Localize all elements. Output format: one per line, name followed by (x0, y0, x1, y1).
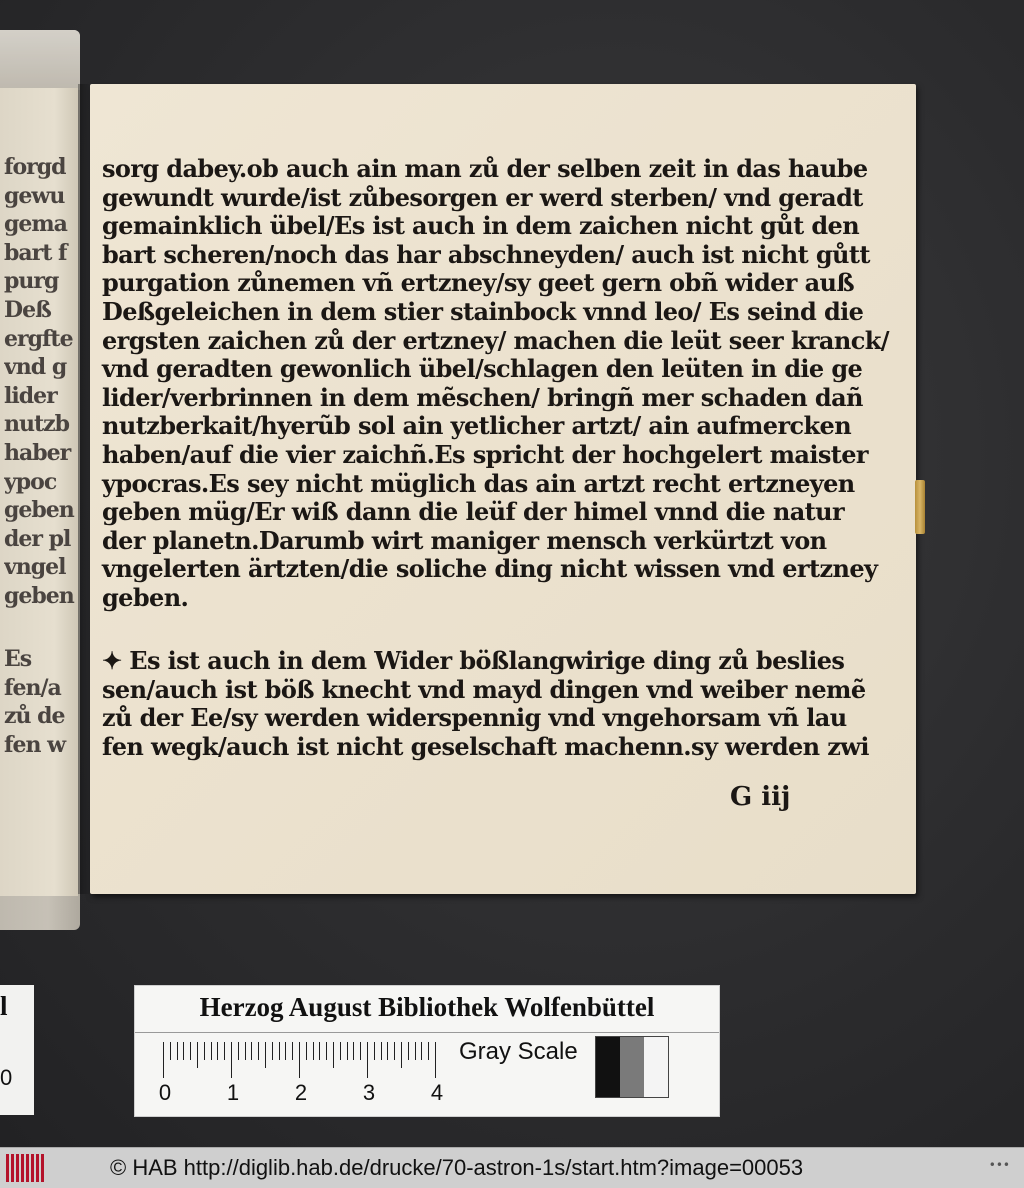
card-title: Herzog August Bibliothek Wolfenbüttel (199, 992, 655, 1022)
ruler-tick (374, 1042, 375, 1060)
ruler-tick (285, 1042, 286, 1060)
menu-dots-icon[interactable]: ••• (988, 1158, 1010, 1172)
gray-scale-label: Gray Scale (459, 1038, 578, 1065)
ruler-tick (381, 1042, 382, 1060)
ruler-tick (415, 1042, 416, 1060)
ruler-label: 2 (294, 1080, 308, 1105)
text-line: ypocras.Es sey nicht müglich das ain artzt recht ertzneyen (102, 468, 855, 498)
ruler-tick (353, 1042, 354, 1060)
right-page (90, 84, 916, 894)
ruler-tick (313, 1042, 314, 1060)
left-card-number-fragment: 0 (0, 1065, 13, 1090)
text-line: ergsten zaichen zů der ertzney/ machen die leüt seer kranck/ (102, 325, 889, 355)
ruler-tick (177, 1042, 178, 1060)
gray-swatch (644, 1037, 668, 1097)
ruler-tick (347, 1042, 348, 1060)
text-line: sorg dabey.ob auch ain man zů der selben zeit in das haube (102, 154, 868, 183)
left-card-title-fragment: l (0, 991, 8, 1021)
left-calibration-card-fragment (0, 985, 34, 1115)
left-facing-page (0, 88, 78, 896)
ruler-tick (367, 1042, 368, 1078)
left-text-fragment: fen w (4, 732, 66, 758)
ruler (163, 1042, 445, 1082)
ruler-tick (333, 1042, 334, 1068)
text-line: purgation zůnemen vñ ertzney/sy geet gern obñ wider auß (102, 268, 855, 298)
text-line: sen/auch ist böß knecht vnd mayd dingen vnd weiber nemẽ (102, 674, 866, 704)
left-sheet-fold (0, 30, 80, 90)
text-line: gewundt wurde/ist zůbesorgen er werd sterben/ vnd geradt (102, 182, 863, 212)
hab-logo-icon (6, 1154, 46, 1182)
ruler-tick (340, 1042, 341, 1060)
page-clip (915, 480, 925, 534)
left-text-fragment: gema (4, 211, 67, 238)
ruler-label: 4 (430, 1080, 444, 1105)
ruler-label: 1 (226, 1080, 240, 1105)
left-text-fragment: der pl (4, 525, 71, 552)
ruler-tick (211, 1042, 212, 1060)
text-line: vnd geradten gewonlich übel/schlagen den leüten in die ge (102, 354, 863, 384)
ruler-tick (170, 1042, 171, 1060)
text-line: nutzberkait/hyerũb sol ain yetlicher artzt/ ain aufmercken (102, 411, 852, 441)
ruler-tick (401, 1042, 402, 1068)
ruler-tick (265, 1042, 266, 1068)
ruler-tick (292, 1042, 293, 1060)
footer-bar (0, 1147, 1024, 1188)
left-text-fragment: vngel (4, 554, 66, 581)
text-line: geben müg/Er wiß dann die leüf der himel vnnd die natur (102, 497, 845, 527)
ruler-tick (428, 1042, 429, 1060)
left-text-fragment: ypoc (4, 468, 57, 495)
ruler-tick (272, 1042, 273, 1060)
left-text-fragment: purg (4, 268, 59, 295)
ruler-tick (387, 1042, 388, 1060)
left-text-fragment: haber (4, 440, 71, 466)
footer-copyright-link[interactable]: © HAB http://diglib.hab.de/drucke/70-astron-1s/start.htm?image=00053 (110, 1155, 804, 1180)
ruler-tick (231, 1042, 232, 1078)
left-text-fragment: vnd g (4, 354, 67, 381)
ruler-tick (326, 1042, 327, 1060)
ruler-tick (319, 1042, 320, 1060)
ruler-tick (163, 1042, 164, 1078)
ruler-tick (360, 1042, 361, 1060)
text-line: haben/auf die vier zaichñ.Es spricht der hochgelert maister (102, 440, 868, 469)
left-text-fragment: nutzb (4, 411, 70, 438)
ruler-label: 0 (158, 1080, 172, 1105)
ruler-tick (183, 1042, 184, 1060)
text-line: vngelerten ärtzten/die soliche ding nicht wissen vnd ertzney (102, 554, 878, 584)
left-text-fragment: Es (4, 646, 32, 673)
signature-mark: G iij (730, 782, 791, 812)
ruler-tick (190, 1042, 191, 1060)
left-text-fragment: fen/a (4, 674, 61, 701)
gray-swatch (620, 1037, 644, 1097)
left-text-fragment: bart f (4, 239, 67, 266)
text-line: ✦ Es ist auch in dem Wider bößlangwirige ding zů beslies (102, 646, 845, 676)
left-text-fragment: forgd (4, 154, 66, 180)
ruler-tick (197, 1042, 198, 1068)
text-line: Deßgeleichen in dem stier stainbock vnnd leo/ Es seind die (102, 297, 864, 326)
left-text-fragment: geben (4, 497, 74, 524)
ruler-tick (238, 1042, 239, 1060)
text-line: der planetn.Darumb wirt maniger mensch verkürtzt von (102, 525, 827, 555)
ruler-tick (394, 1042, 395, 1060)
ruler-tick (435, 1042, 436, 1078)
card-divider (135, 1032, 719, 1033)
calibration-card (134, 985, 720, 1117)
ruler-tick (251, 1042, 252, 1060)
text-line: fen wegk/auch ist nicht geselschaft machenn.sy werden zwi (102, 732, 869, 761)
ruler-tick (306, 1042, 307, 1060)
ruler-tick (258, 1042, 259, 1060)
text-line: gemainklich übel/Es ist auch in dem zaichen nicht gůt den (102, 211, 860, 241)
gray-scale-swatches (595, 1036, 669, 1098)
left-text-fragment: gewu (4, 182, 65, 209)
ruler-tick (204, 1042, 205, 1060)
ruler-tick (279, 1042, 280, 1060)
text-line: geben. (102, 583, 189, 612)
ruler-tick (245, 1042, 246, 1060)
ruler-tick (408, 1042, 409, 1060)
ruler-label: 3 (362, 1080, 376, 1105)
ruler-tick (299, 1042, 300, 1078)
ruler-tick (217, 1042, 218, 1060)
ruler-tick (224, 1042, 225, 1060)
left-text-fragment (4, 612, 78, 642)
left-text-fragment: zů de (4, 703, 65, 730)
left-text-fragment: Deß (4, 297, 51, 323)
text-line: zů der Ee/sy werden widerspennig vnd vngehorsam vñ lau (102, 703, 847, 733)
ruler-tick (421, 1042, 422, 1060)
gray-swatch (596, 1037, 620, 1097)
text-line: lider/verbrinnen in dem mẽschen/ bringñ mer schaden dañ (102, 382, 863, 412)
left-text-fragment: geben (4, 583, 74, 609)
left-text-fragment: ergfte (4, 325, 73, 352)
left-text-fragment: lider (4, 382, 57, 409)
text-line: bart scheren/noch das har abschneyden/ auch ist nicht gůtt (102, 239, 870, 269)
